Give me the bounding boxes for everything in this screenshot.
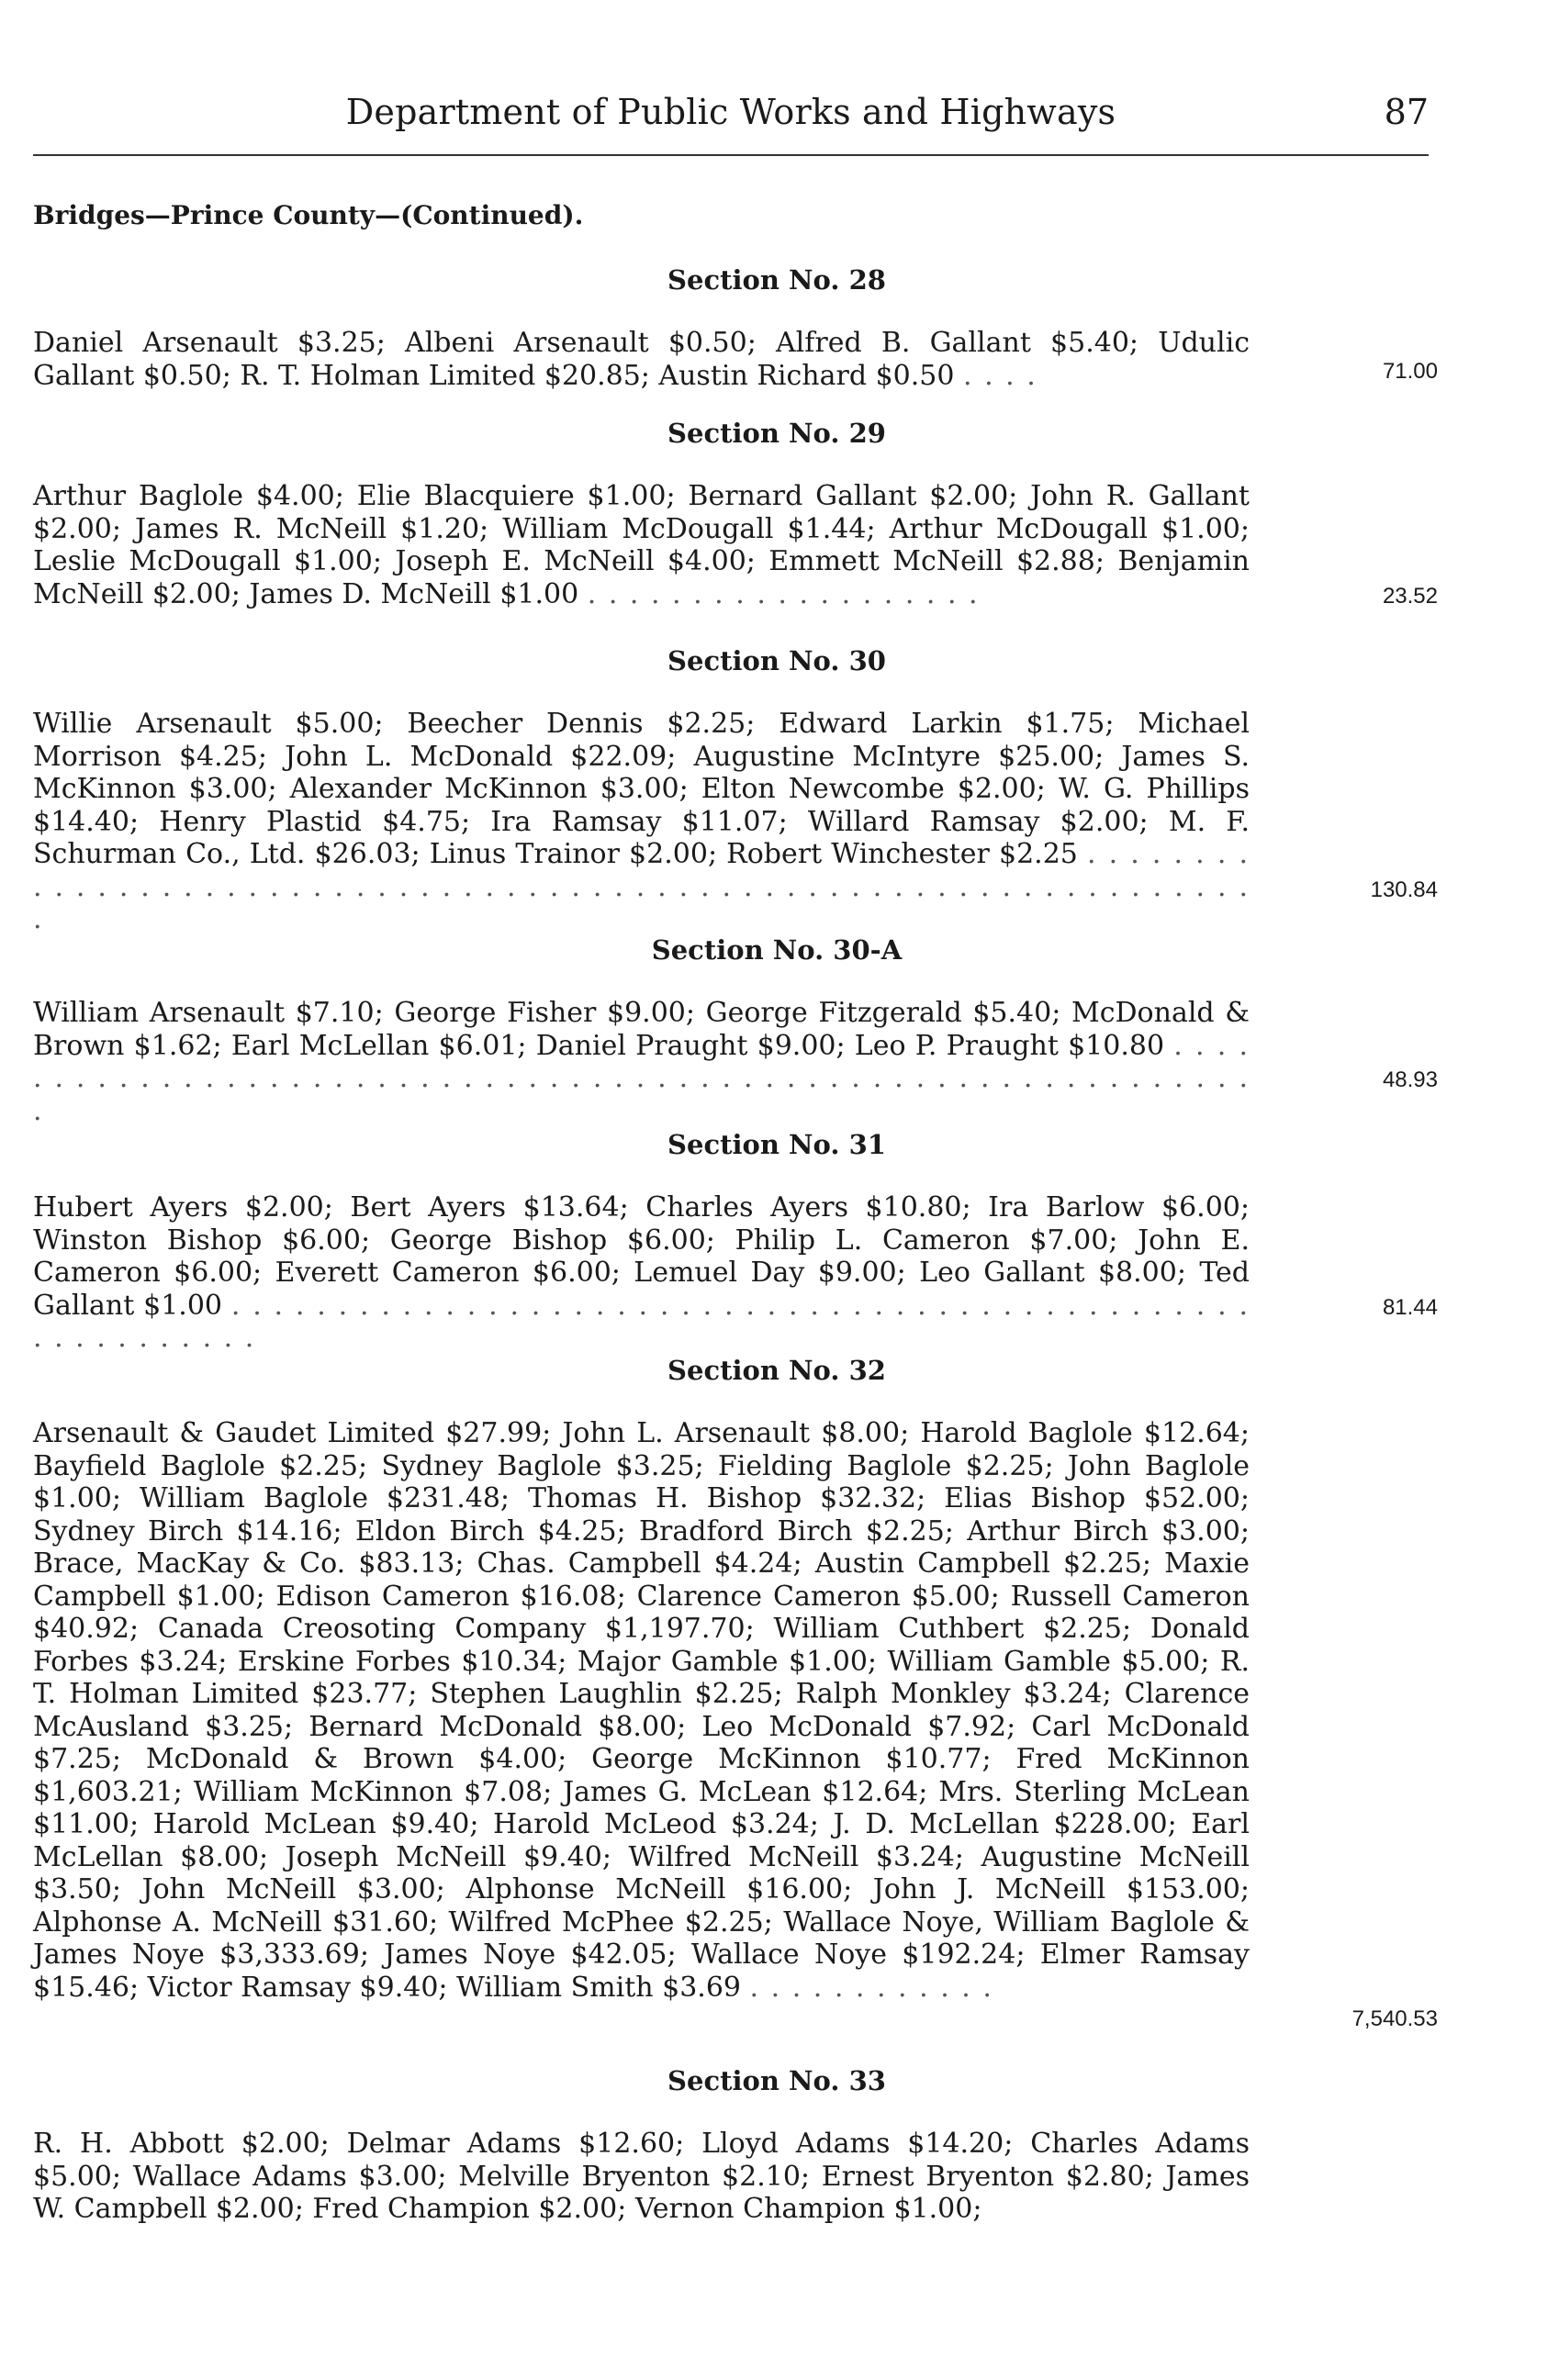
- subheading: Bridges—Prince County—(Continued).: [33, 200, 584, 230]
- section-total: 81.44: [1382, 1295, 1438, 1320]
- entries-text: Hubert Ayers $2.00; Bert Ayers $13.64; Charles Ayers $10.80; Ira Barlow $6.00; Winston Bishop $6.00; George Bishop $6.00; Philip L. Cameron $7.00; John E. Cameron $6.00; Everett Cameron $6.00; Lemuel Day $9.00; Leo Gallant $8.00; Ted Gallant $1.00: [33, 1191, 1250, 1322]
- section-28: [33, 264, 1438, 392]
- section-title: Section No. 30: [667, 645, 886, 676]
- section-text: [33, 327, 1250, 392]
- section-title: Section No. 30-A: [651, 934, 903, 966]
- entries-text: William Arsenault $7.10; George Fisher $9.00; George Fitzgerald $5.40; McDonald & Brown $1.62; Earl McLellan $6.01; Daniel Praught $9.00; Leo P. Praught $10.80: [33, 997, 1250, 1062]
- section-title: Section No. 28: [667, 264, 886, 296]
- section-32: [33, 1355, 1438, 2031]
- section-29: [33, 418, 1438, 610]
- section-title: Section No. 31: [667, 1129, 886, 1160]
- entries-text: Arsenault & Gaudet Limited $27.99; John L. Arsenault $8.00; Harold Baglole $12.64; Bayfield Baglole $2.25; Sydney Baglole $3.25; Fielding Baglole $2.25; John Baglole $1.00; William Baglole $231.48; Thomas H. Bishop $32.32; Elias Bishop $52.00; Sydney Birch $14.16; Eldon Birch $4.25; Bradford Birch $2.25; Arthur Birch $3.00; Brace, MacKay & Co. $83.13; Chas. Campbell $4.24; Austin Campbell $2.25; Maxie Campbell $1.00; Edison Cameron $16.08; Clarence Cameron $5.00; Russell Cameron $40.92; Canada Creosoting Company $1,197.70; William Cuthbert $2.25; Donald Forbes $3.24; Erskine Forbes $10.34; Major Gamble $1.00; William Gamble $5.00; R. T. Holman Limited $23.77; Stephen Laughlin $2.25; Ralph Monkley $3.24; Clarence McAusland $3.25; Bernard McDonald $8.00; Leo McDonald $7.92; Carl McDonald $7.25; McDonald & Brown $4.00; George McKinnon $10.77; Fred McKinnon $1,603.21; William McKinnon $7.08; James G. McLean $12.64; Mrs. Sterling McLean $11.00; Harold McLean $9.40; Harold McLeod $3.24; J. D. McLellan $228.00; Earl McLellan $8.00; Joseph McNeill $9.40; Wilfred McNeill $3.24; Augustine McNeill $3.50; John McNeill $3.00; Alphonse McNeill $16.00; John J. McNeill $153.00; Alphonse A. McNeill $31.60; Wilfred McPhee $2.25; Wallace Noye, William Baglole & James Noye $3,333.69; James Noye $42.05; Wallace Noye $192.24; Elmer Ramsay $15.46; Victor Ramsay $9.40; William Smith $3.69: [33, 1417, 1250, 2004]
- section-title: Section No. 33: [667, 2065, 886, 2096]
- section-text: [33, 1417, 1250, 2004]
- entries-text: Willie Arsenault $5.00; Beecher Dennis $2.25; Edward Larkin $1.75; Michael Morrison $4.25; John L. McDonald $22.09; Augustine McIntyre $25.00; James S. McKinnon $3.00; Alexander McKinnon $3.00; Elton Newcombe $2.00; W. G. Phillips $14.40; Henry Plastid $4.75; Ira Ramsay $11.07; Willard Ramsay $2.00; M. F. Schurman Co., Ltd. $26.03; Linus Trainor $2.00; Robert Winchester $2.25: [33, 708, 1250, 870]
- section-31: [33, 1129, 1438, 1355]
- page-number: 87: [1384, 92, 1429, 132]
- leader-dots: . . . . . . . . . . . .: [749, 1971, 993, 2004]
- section-total: 48.93: [1382, 1067, 1438, 1092]
- section-total: 130.84: [1370, 877, 1438, 902]
- section-text: [33, 997, 1250, 1127]
- running-title: Department of Public Works and Highways: [345, 92, 1116, 132]
- leader-dots: . . . . . . . . . . . . . . . . . . . . . . . . . . . . . . . . . . . . . . . . . . . . . . . . . . . . . . . . . . .: [33, 1289, 1250, 1354]
- section-total: 71.00: [1382, 359, 1438, 384]
- leader-dots: . . . .: [963, 359, 1037, 392]
- entries-text: R. H. Abbott $2.00; Delmar Adams $12.60; Lloyd Adams $14.20; Charles Adams $5.00; Wallace Adams $3.00; Melville Bryenton $2.10; Ernest Bryenton $2.80; James W. Campbell $2.00; Fred Champion $2.00; Vernon Champion $1.00;: [33, 2128, 1250, 2225]
- section-text: [33, 480, 1250, 610]
- entries-text: Arthur Baglole $4.00; Elie Blacquiere $1.00; Bernard Gallant $2.00; John R. Gallant $2.00; James R. McNeill $1.20; William McDougall $1.44; Arthur McDougall $1.00; Leslie McDougall $1.00; Joseph E. McNeill $4.00; Emmett McNeill $2.88; Benjamin McNeill $2.00; James D. McNeill $1.00: [33, 480, 1250, 610]
- section-total: 23.52: [1382, 584, 1438, 609]
- section-text: [33, 708, 1250, 936]
- section-30: [33, 645, 1438, 936]
- section-text: [33, 1191, 1250, 1355]
- leader-dots: . . . . . . . . . . . . . . . . . . . . . . . . . . . . . . . . . . . . . . . . . . . . . . . . . . . . . . . . . . . . . . . . . .: [33, 838, 1250, 935]
- page-header: [33, 92, 1429, 147]
- entries-text: Daniel Arsenault $3.25; Albeni Arsenault $0.50; Alfred B. Gallant $5.40; Udulic Gallant $0.50; R. T. Holman Limited $20.85; Austin Richard $0.50: [33, 327, 1250, 392]
- section-33: [33, 2065, 1438, 2226]
- section-text: [33, 2128, 1250, 2226]
- leader-dots: . . . . . . . . . . . . . . . . . . .: [587, 577, 980, 610]
- section-total: 7,540.53: [1352, 2006, 1438, 2031]
- section-title: Section No. 32: [667, 1355, 886, 1386]
- leader-dots: . . . . . . . . . . . . . . . . . . . . . . . . . . . . . . . . . . . . . . . . . . . . . . . . . . . . . . . . . . . . . .: [33, 1029, 1250, 1127]
- section-title: Section No. 29: [667, 418, 886, 449]
- header-rule: [33, 154, 1429, 156]
- section-30-a: [33, 934, 1438, 1127]
